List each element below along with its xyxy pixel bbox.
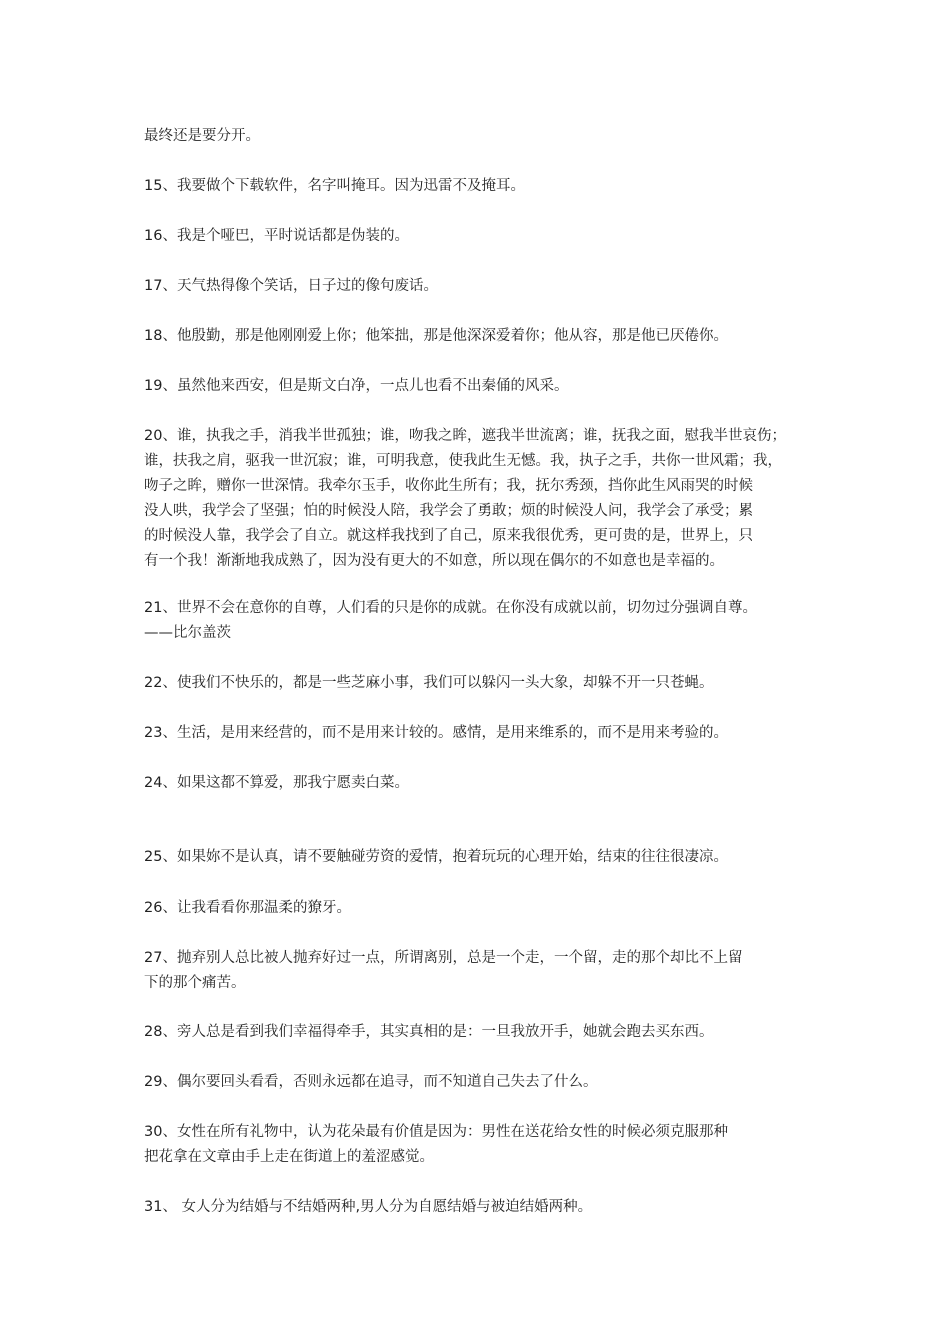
paragraph-continuation xyxy=(144,124,816,149)
paragraph-item-22 xyxy=(144,671,816,696)
text-line: 29、偶尔要回头看看，否则永远都在追寻，而不知道自己失去了什么。 xyxy=(144,1074,598,1090)
text-line: 28、旁人总是看到我们幸福得牵手，其实真相的是：一旦我放开手，她就会跑去买东西。 xyxy=(144,1024,714,1040)
paragraph-item-23 xyxy=(144,721,816,746)
text-line: 26、让我看看你那温柔的獠牙。 xyxy=(144,900,351,916)
text-line: 谁，扶我之肩，驱我一世沉寂；谁，可明我意，使我此生无憾。我，执子之手，共你一世风霜；我， xyxy=(144,453,782,469)
text-line: 的时候没人靠，我学会了自立。就这样我找到了自己，原来我很优秀，更可贵的是，世界上，只 xyxy=(144,528,753,544)
text-line: 31、 女人分为结婚与不结婚两种,男人分为自愿结婚与被迫结婚两种。 xyxy=(144,1199,593,1215)
text-line: 25、如果妳不是认真，请不要触碰劳资的爱情，抱着玩玩的心理开始，结束的往往很凄凉。 xyxy=(144,849,728,865)
text-line: 最终还是要分开。 xyxy=(144,128,260,144)
paragraph-item-17 xyxy=(144,274,816,299)
paragraph-item-15 xyxy=(144,174,816,199)
text-line: 24、如果这都不算爱，那我宁愿卖白菜。 xyxy=(144,775,409,791)
text-line: 没人哄，我学会了坚强；怕的时候没人陪，我学会了勇敢；烦的时候没人问，我学会了承受；累 xyxy=(144,503,753,519)
paragraph-item-21 xyxy=(144,596,816,646)
paragraph-item-31 xyxy=(144,1195,816,1220)
text-line: 27、抛弃别人总比被人抛弃好过一点，所谓离别，总是一个走，一个留，走的那个却比不上留 xyxy=(144,950,743,966)
text-line: 22、使我们不快乐的，都是一些芝麻小事，我们可以躲闪一头大象，却躲不开一只苍蝇。 xyxy=(144,675,714,691)
text-line: 16、我是个哑巴，平时说话都是伪装的。 xyxy=(144,228,409,244)
text-line: 18、他殷勤，那是他刚刚爱上你；他笨拙，那是他深深爱着你；他从容，那是他已厌倦你。 xyxy=(144,328,728,344)
text-line: 有一个我！渐渐地我成熟了，因为没有更大的不如意，所以现在偶尔的不如意也是幸福的。 xyxy=(144,553,724,569)
paragraph-item-26 xyxy=(144,896,816,921)
text-line: 17、天气热得像个笑话，日子过的像句废话。 xyxy=(144,278,438,294)
paragraph-item-29 xyxy=(144,1070,816,1095)
text-line: 30、女性在所有礼物中，认为花朵最有价值是因为：男性在送花给女性的时候必须克服那种 xyxy=(144,1124,728,1140)
text-line: 吻子之眸，赠你一世深情。我牵尔玉手，收你此生所有；我，抚尔秀颈，挡你此生风雨哭的时候 xyxy=(144,478,753,494)
text-line: 15、我要做个下载软件，名字叫掩耳。因为迅雷不及掩耳。 xyxy=(144,178,525,194)
text-line: 20、谁，执我之手，消我半世孤独；谁，吻我之眸，遮我半世流离；谁，抚我之面，慰我半世哀伤； xyxy=(144,428,786,444)
paragraph-item-30 xyxy=(144,1120,816,1170)
text-line: 23、生活，是用来经营的，而不是用来计较的。感情，是用来维系的，而不是用来考验的。 xyxy=(144,725,728,741)
text-line: ——比尔盖茨 xyxy=(144,625,231,641)
paragraph-item-16 xyxy=(144,224,816,249)
text-line: 把花拿在文章由手上走在街道上的羞涩感觉。 xyxy=(144,1149,434,1165)
text-line: 下的那个痛苦。 xyxy=(144,975,246,991)
paragraph-item-27 xyxy=(144,946,816,996)
text-line: 21、世界不会在意你的自尊，人们看的只是你的成就。在你没有成就以前，切勿过分强调自尊。 xyxy=(144,600,757,616)
paragraph-item-25 xyxy=(144,845,816,870)
document-page xyxy=(144,0,816,1344)
paragraph-item-20 xyxy=(144,424,816,574)
paragraph-item-18 xyxy=(144,324,816,349)
paragraph-item-24 xyxy=(144,771,816,796)
paragraph-item-28 xyxy=(144,1020,816,1045)
text-line: 19、虽然他来西安，但是斯文白净，一点儿也看不出秦俑的风采。 xyxy=(144,378,569,394)
paragraph-item-19 xyxy=(144,374,816,399)
